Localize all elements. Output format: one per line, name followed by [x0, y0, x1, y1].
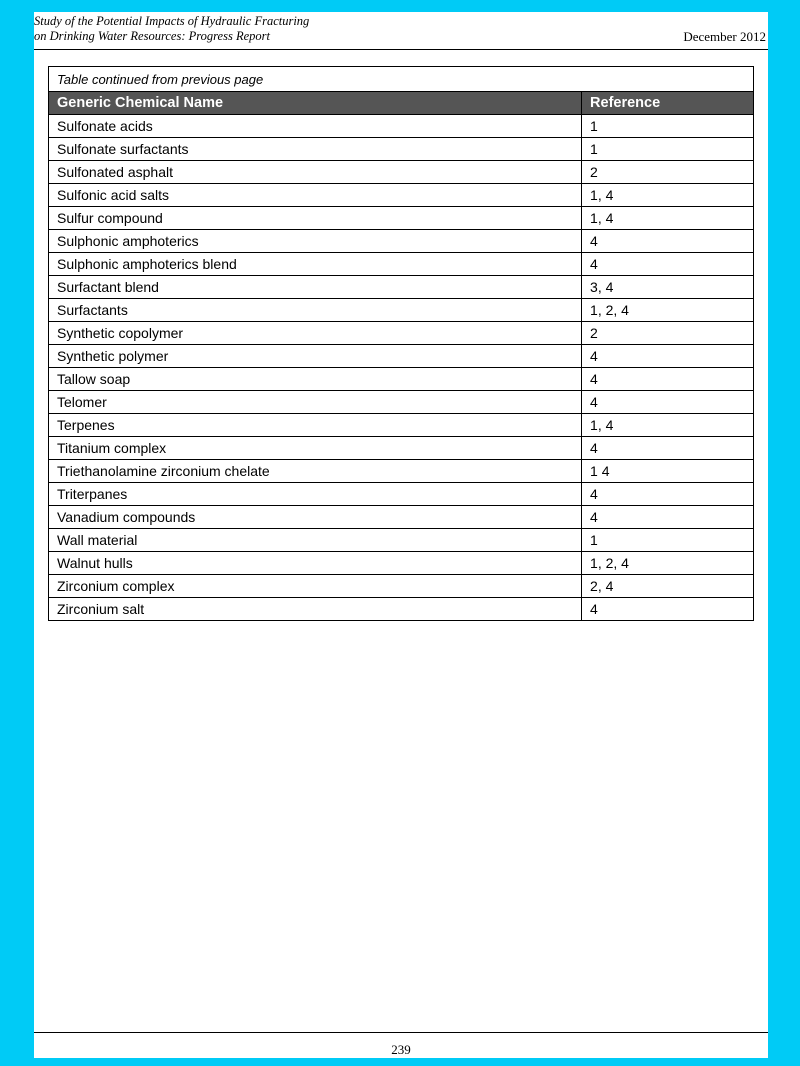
reference-cell: 1, 2, 4	[582, 552, 754, 575]
table-row	[49, 276, 754, 299]
reference-cell: 1, 4	[582, 207, 754, 230]
reference-cell: 4	[582, 391, 754, 414]
table-row	[49, 506, 754, 529]
reference-cell: 4	[582, 506, 754, 529]
continued-note-row	[49, 67, 754, 92]
chemical-name-cell: Sulfur compound	[49, 207, 582, 230]
page-number: 239	[391, 1042, 411, 1057]
table-row	[49, 138, 754, 161]
report-title	[34, 14, 309, 44]
table-row	[49, 529, 754, 552]
table-row	[49, 368, 754, 391]
reference-cell: 3, 4	[582, 276, 754, 299]
chemical-name-cell: Zirconium complex	[49, 575, 582, 598]
table-row	[49, 437, 754, 460]
chemical-name-cell: Sulfonate surfactants	[49, 138, 582, 161]
reference-cell: 1	[582, 529, 754, 552]
report-title-line-1: Study of the Potential Impacts of Hydraulic Fracturing	[34, 14, 310, 28]
table-row	[49, 253, 754, 276]
reference-cell: 2	[582, 161, 754, 184]
reference-cell: 1 4	[582, 460, 754, 483]
chemical-name-cell: Triethanolamine zirconium chelate	[49, 460, 582, 483]
chemical-name-cell: Titanium complex	[49, 437, 582, 460]
table-row	[49, 207, 754, 230]
reference-cell: 2	[582, 322, 754, 345]
chemical-table	[48, 66, 754, 621]
chemical-name-cell: Sulphonic amphoterics	[49, 230, 582, 253]
chemical-name-cell: Zirconium salt	[49, 598, 582, 621]
table-row	[49, 322, 754, 345]
continued-note: Table continued from previous page	[49, 67, 754, 92]
reference-cell: 1	[582, 115, 754, 138]
table-body	[49, 115, 754, 621]
chemical-name-cell: Walnut hulls	[49, 552, 582, 575]
reference-cell: 4	[582, 230, 754, 253]
chemical-name-cell: Surfactant blend	[49, 276, 582, 299]
table-row	[49, 575, 754, 598]
chemical-name-cell: Synthetic polymer	[49, 345, 582, 368]
reference-cell: 1	[582, 138, 754, 161]
reference-cell: 4	[582, 368, 754, 391]
reference-cell: 4	[582, 345, 754, 368]
reference-cell: 2, 4	[582, 575, 754, 598]
table-row	[49, 230, 754, 253]
reference-cell: 1, 2, 4	[582, 299, 754, 322]
table-row	[49, 598, 754, 621]
table-row	[49, 115, 754, 138]
column-header-reference: Reference	[582, 92, 754, 115]
table-row	[49, 460, 754, 483]
table-row	[49, 299, 754, 322]
chemical-name-cell: Vanadium compounds	[49, 506, 582, 529]
header-divider	[34, 49, 768, 50]
column-header-name: Generic Chemical Name	[49, 92, 582, 115]
report-title-line-2: on Drinking Water Resources: Progress Report	[34, 29, 270, 43]
table-row	[49, 161, 754, 184]
table-row	[49, 345, 754, 368]
reference-cell: 4	[582, 483, 754, 506]
chemical-name-cell: Sulphonic amphoterics blend	[49, 253, 582, 276]
chemical-name-cell: Wall material	[49, 529, 582, 552]
table-header-row	[49, 92, 754, 115]
reference-cell: 4	[582, 437, 754, 460]
table-row	[49, 552, 754, 575]
reference-cell: 4	[582, 598, 754, 621]
chemical-name-cell: Terpenes	[49, 414, 582, 437]
reference-cell: 4	[582, 253, 754, 276]
chemical-name-cell: Surfactants	[49, 299, 582, 322]
chemical-name-cell: Sulfonate acids	[49, 115, 582, 138]
reference-cell: 1, 4	[582, 184, 754, 207]
report-date: December 2012	[683, 29, 766, 44]
chemical-name-cell: Sulfonic acid salts	[49, 184, 582, 207]
chemical-name-cell: Triterpanes	[49, 483, 582, 506]
reference-cell: 1, 4	[582, 414, 754, 437]
table-row	[49, 483, 754, 506]
chemical-name-cell: Telomer	[49, 391, 582, 414]
table-row	[49, 391, 754, 414]
footer-divider	[34, 1032, 768, 1033]
table-row	[49, 414, 754, 437]
chemical-name-cell: Tallow soap	[49, 368, 582, 391]
document-page	[34, 12, 768, 1058]
chemical-name-cell: Sulfonated asphalt	[49, 161, 582, 184]
table-row	[49, 184, 754, 207]
chemical-name-cell: Synthetic copolymer	[49, 322, 582, 345]
